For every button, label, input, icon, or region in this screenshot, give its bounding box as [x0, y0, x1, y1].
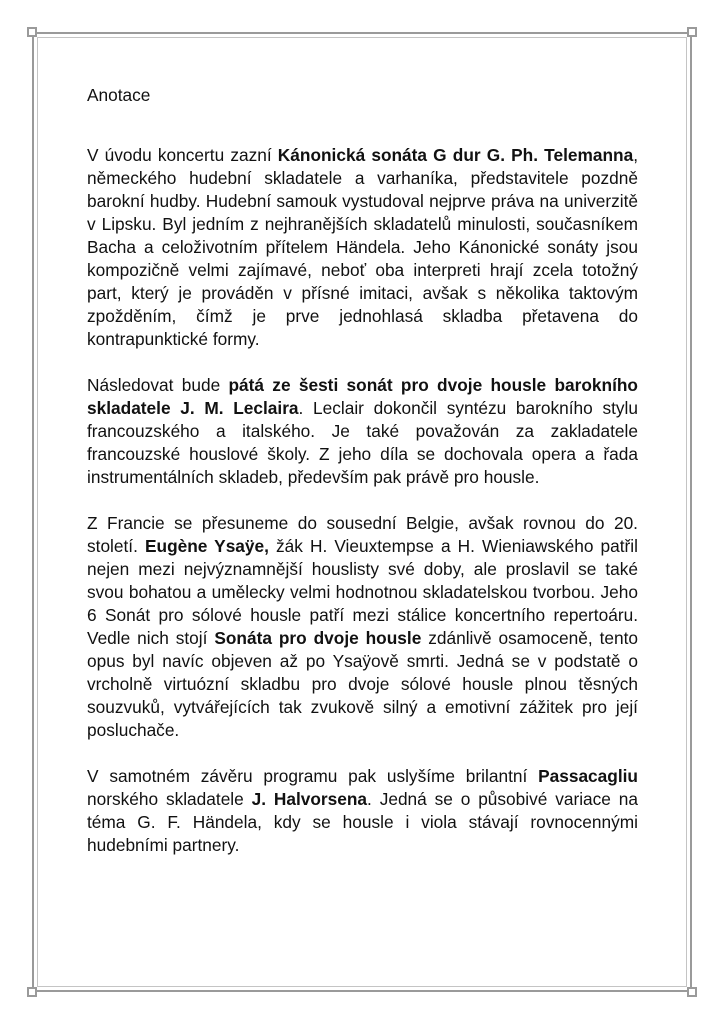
bold-text-run: J. Halvorsena: [251, 789, 368, 809]
text-run: . Leclair dokončil syntézu barokního stylu francouzského a italského. Je také považován za zakladatele francouzské houslové školy. Z jeho díla se dochovala opera a řada instrumentálních skladeb, především pak právě pro housle.: [87, 398, 638, 487]
text-run: . Jedná se o působivé variace na téma G. F. Händela, kdy se housle i viola stávají rovnocennými hudebními partnery.: [87, 789, 638, 855]
border-corner-ornament: [687, 987, 697, 997]
text-run: Z Francie se přesuneme do sousední Belgie, avšak rovnou do 20. století.: [87, 513, 638, 556]
paragraph-telemann: [87, 144, 638, 351]
paragraph-ysaye: [87, 512, 638, 742]
text-run: , německého hudební skladatele a varhaníka, představitele pozdně barokní hudby. Hudební samouk vystudoval nejprve práva na univerzitě v Lipsku. Byl jedním z nejhranějších skladatelů minulosti, současníkem Bacha a celoživotním přítelem Händela. Jeho Kánonické sonáty jsou kompozičně velmi zajímavé, neboť oba interpreti hrají zcela totožný part, který je prováděn v přísné imitaci, avšak s několika taktovým zpožděním, čímž je prve jednohlasá skladba přetavena do kontrapunktické formy.: [87, 145, 638, 349]
bold-text-run: Sonáta pro dvoje housle: [214, 628, 422, 648]
text-run: V samotném závěru programu pak uslyšíme brilantní: [87, 766, 539, 786]
paragraph-leclair: [87, 374, 638, 489]
border-corner-ornament: [27, 987, 37, 997]
document-heading: Anotace: [87, 85, 151, 105]
bold-text-run: Kánonická sonáta G dur G. Ph. Telemanna: [277, 145, 634, 165]
text-run: Následovat bude: [87, 375, 229, 395]
text-run: norského skladatele: [87, 789, 252, 809]
document-body: [87, 84, 638, 880]
text-run: žák H. Vieuxtempse a H. Wieniawského patřil nejen mezi nejvýznamnější houslisty své doby, ale proslavil se také svou bohatou a umělecky velmi hodnotnou skladatelskou tvorbou. Jeho 6 Sonát pro sólové housle patří mezi stálice koncertního repertoáru. Vedle nich stojí: [87, 536, 638, 648]
bold-text-run: Eugène Ysaÿe,: [144, 536, 269, 556]
bold-text-run: Passacagliu: [538, 766, 638, 786]
text-run: V úvodu koncertu zazní: [87, 145, 278, 165]
text-run: zdánlivě osamoceně, tento opus byl navíc objeven až po Ysaÿově smrti. Jedná se v podstatě o vrcholně virtuózní skladbu pro dvoje sólové housle plnou těsných souzvuků, vytvářejících tak zvukově silný a emotivní zážitek pro její posluchače.: [87, 628, 639, 740]
border-corner-ornament: [27, 27, 37, 37]
bold-text-run: pátá ze šesti sonát pro dvoje housle barokního skladatele J. M. Leclaira: [87, 375, 638, 418]
paragraph-halvorsen: [87, 765, 638, 857]
border-corner-ornament: [687, 27, 697, 37]
